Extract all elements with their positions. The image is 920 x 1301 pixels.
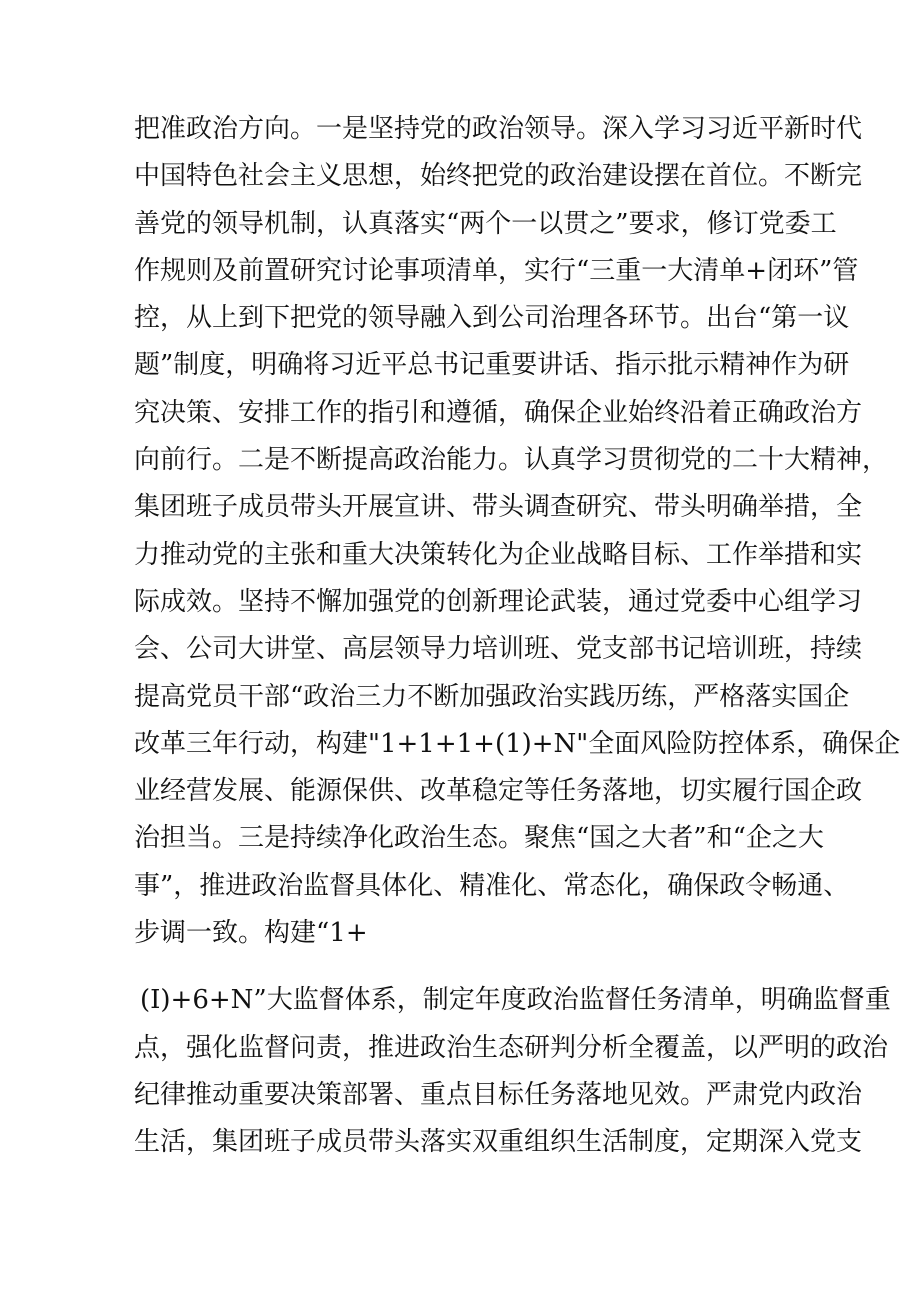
text-line: 控，从上到下把党的领导融入到公司治理各环节。出台“第一议 xyxy=(134,303,850,334)
text-line: 把准政治方向。一是坚持党的政治领导。深入学习习近平新时代 xyxy=(134,114,863,144)
text-line: 集团班子成员带头开展宣讲、带头调查研究、带头明确举措，全 xyxy=(134,492,863,523)
text-line: 会、公司大讲堂、高层领导力培训班、党支部书记培训班，持续 xyxy=(134,634,863,665)
text-line: 步调一致。构建“1+ xyxy=(134,918,368,949)
text-line: 改革三年行动，构建"1+1+1+(1)+N"全面风险防控体系，确保企 xyxy=(134,728,901,759)
text-line: 向前行。二是不断提高政治能力。认真学习贯彻党的二十大精神， xyxy=(134,445,889,476)
text-line: 事”，推进政治监督具体化、精准化、常态化，确保政令畅通、 xyxy=(134,870,850,901)
text-line: 际成效。坚持不懈加强党的创新理论武装，通过党委中心组学习 xyxy=(134,586,863,617)
continuation-line: 生活，集团班子成员带头落实双重组织生活制度，定期深入党支 xyxy=(134,1127,863,1158)
text-line: 业经营发展、能源保供、改革稳定等任务落地，切实履行国企政 xyxy=(134,776,863,807)
continuation-line: 纪律推动重要决策部署、重点目标任务落地见效。严肃党内政治 xyxy=(134,1079,863,1110)
text-line: 究决策、安排工作的指引和遵循，确保企业始终沿着正确政治方 xyxy=(134,397,863,428)
text-line: 力推动党的主张和重大决策转化为企业战略目标、工作举措和实 xyxy=(134,539,863,570)
text-line: 治担当。三是持续净化政治生态。聚焦“国之大者”和“企之大 xyxy=(134,823,824,854)
text-line: 作规则及前置研究讨论事项清单，实行“三重一大清单+闭环”管 xyxy=(134,255,859,286)
continuation-line: 点，强化监督问责，推进政治生态研判分析全覆盖，以严明的政治 xyxy=(134,1032,889,1063)
continuation-line: (I)+6+N”大监督体系，制定年度政治监督任务清单，明确监督重 xyxy=(140,985,891,1016)
text-line: 善党的领导机制，认真落实“两个一以贯之”要求，修订党委工 xyxy=(134,208,837,239)
text-line: 题”制度，明确将习近平总书记重要讲话、指示批示精神作为研 xyxy=(134,350,850,381)
text-line: 中国特色社会主义思想，始终把党的政治建设摆在首位。不断完 xyxy=(134,161,863,192)
text-line: 提高党员干部“政治三力不断加强政治实践历练，严格落实国企 xyxy=(134,681,850,712)
body-text xyxy=(134,106,901,1167)
